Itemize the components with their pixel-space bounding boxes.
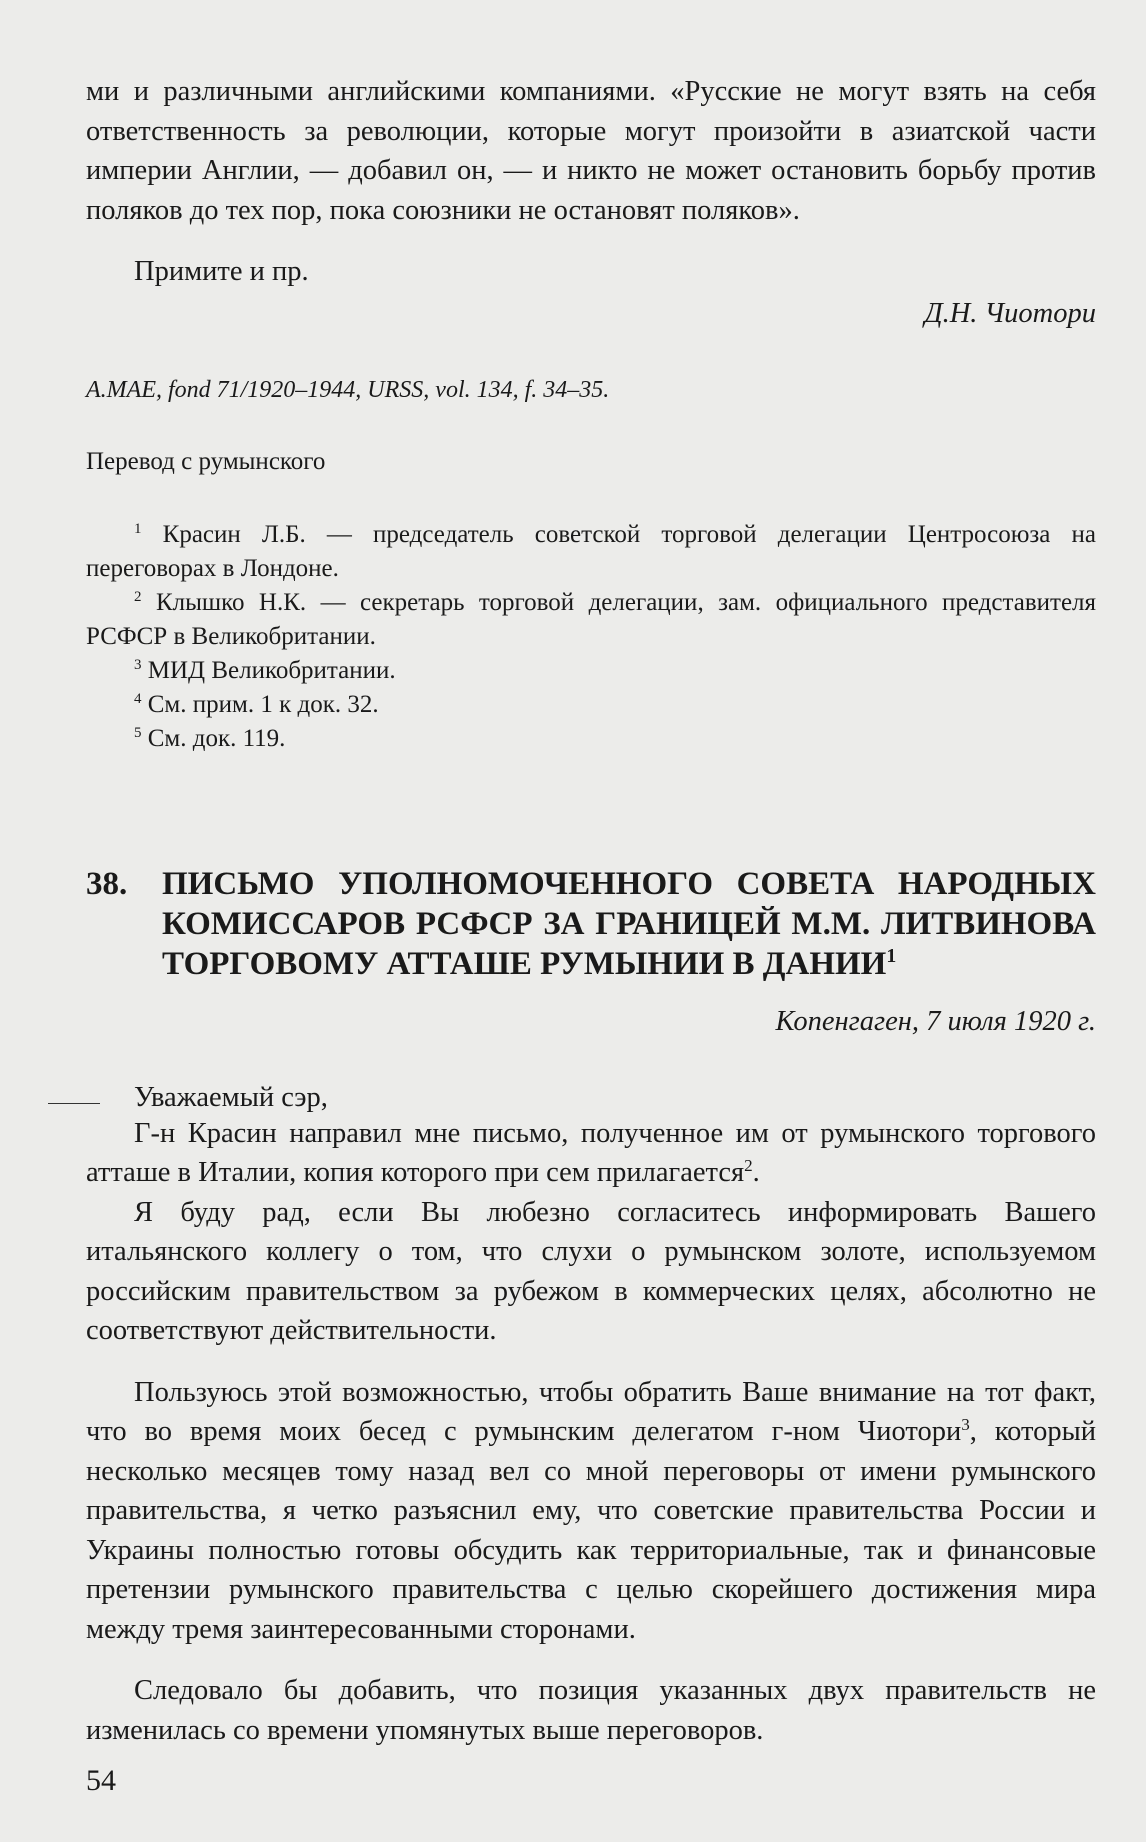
margin-mark xyxy=(48,1103,100,1104)
letter-paragraph-1: Г-н Красин направил мне письмо, полученное им от румынского торгового атташе в Италии, копия которого при сем прилагается$^2$. xyxy=(86,1117,1096,1188)
footnote-item: $^4$ См. прим. 1 к док. 32. xyxy=(134,690,379,718)
top-paragraph: ми и различными английскими компаниями. «Русские не могут взять на себя ответственность за революции, которые могут произойти в азиатской части империи Англии, — добавил он, — и никто не может остановить борьбу против поляков до тех пор, пока союзники не остановят поляков». xyxy=(86,76,1096,226)
closing-formula: Примите и пр. xyxy=(134,256,309,287)
page-number: 54 xyxy=(86,1764,116,1797)
document-title: ПИСЬМО УПОЛНОМОЧЕННОГО СОВЕТА НАРОДНЫХ КОМИССАРОВ РСФСР ЗА ГРАНИЦЕЙ М.М. ЛИТВИНОВА ТОРГОВОМУ АТТАШЕ РУМЫНИИ В ДАНИИ$^1$ xyxy=(162,865,1096,982)
title-footnote-mark: 1 xyxy=(886,944,897,967)
document-number: 38. xyxy=(86,865,128,902)
letter-paragraph-4: Следовало бы добавить, что позиция указанных двух правительств не изменилась со времени упомянутых выше переговоров. xyxy=(86,1675,1096,1746)
footnotes xyxy=(86,518,1096,756)
archive-reference: A.MAE, fond 71/1920–1944, URSS, vol. 134, f. 34–35. xyxy=(86,376,610,403)
salutation: Уважаемый сэр, xyxy=(134,1081,328,1113)
signature: Д.Н. Чиотори xyxy=(924,297,1096,329)
place-date: Копенгаген, 7 июля 1920 г. xyxy=(775,1005,1096,1037)
footnote-item: $^5$ См. док. 119. xyxy=(134,724,286,752)
translation-note: Перевод с румынского xyxy=(86,447,326,475)
document-heading xyxy=(86,864,1096,984)
letter-paragraph-3: Пользуюсь этой возможностью, чтобы обратить Ваше внимание на тот факт, что во время моих бесед с румынским делегатом г-ном Чиотори$^3$, который несколько месяцев тому назад вел со мной переговоры от имени румынского правительства, я четко разъяснил ему, что советские правительства России и Украины полностью готовы обсудить как территориальные, так и финансовые претензии румынского правительства с целью скорейшего достижения мира между тремя заинтересованными сторонами. xyxy=(86,1376,1096,1645)
footnote-item: $^3$ МИД Великобритании. xyxy=(134,656,396,684)
footnote-item: $^1$ Красин Л.Б. — председатель советской торговой делегации Центросоюза на переговорах в Лондоне. xyxy=(86,520,1097,582)
letter-paragraph-2: Я буду рад, если Вы любезно согласитесь информировать Вашего итальянского коллегу о том, что слухи о румынском золоте, используемом российским правительством за рубежом в коммерческих целях, абсолютно не соответствуют действительности. xyxy=(86,1196,1096,1346)
footnote-item: $^2$ Клышко Н.К. — секретарь торговой делегации, зам. официального представителя РСФСР в Великобритании. xyxy=(86,588,1097,650)
